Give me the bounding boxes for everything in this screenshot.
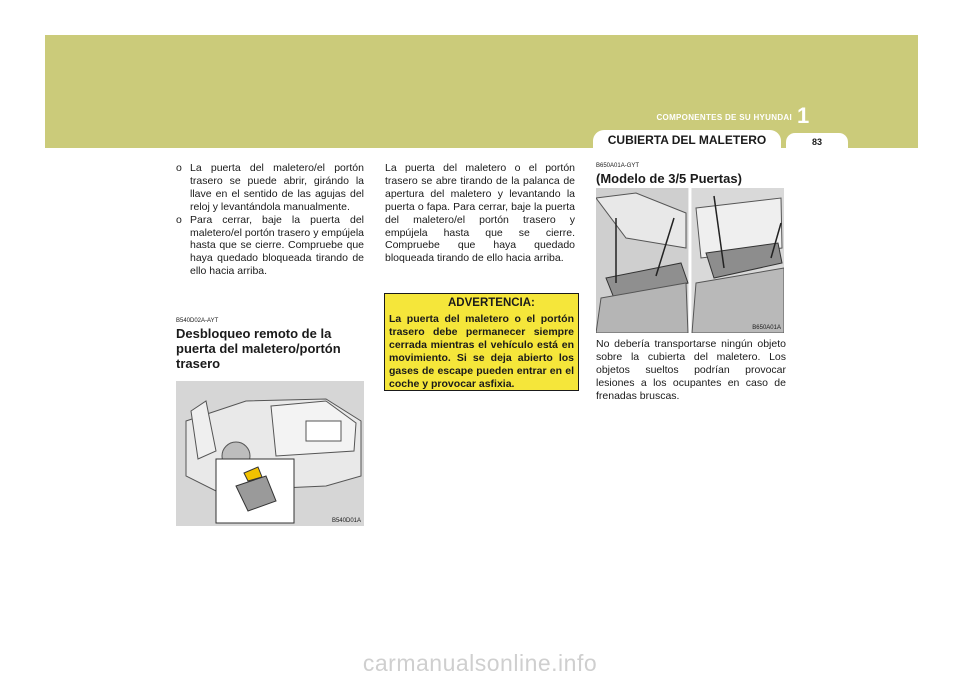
header-band [45,35,918,148]
bullet-item [176,214,364,279]
column-3-body [596,338,786,403]
bullet-item [176,162,364,214]
bullet-mark: o [176,162,182,174]
column-1 [176,162,364,377]
section-code: B650A01A-GYT [596,163,640,169]
chapter-number: 1 [797,103,810,128]
car-trunk-key-icon [176,381,364,526]
body-paragraph: La puerta del maletero o el portón trasero se abre tirando de la palanca de apertura del maletero y levantando la puerta o fapa. Para cerrar, baje la puerta del maletero/el portón trasero y empújela hasta que se cierre. Compruebe que haya quedado bloqueada tirando de ello hacia arriba. [385,162,575,265]
column-2 [385,162,575,265]
figure-code: B540D01A [331,518,361,524]
section-title: CUBIERTA DEL MALETERO [607,133,767,147]
warning-box [384,293,579,391]
watermark: carmanualsonline.info [362,650,598,676]
section-title-tab [593,130,781,152]
trunk-cover-icon [596,188,784,333]
trunk-cover-illustration [596,188,784,333]
section-code: B540D02A-AYT [176,318,219,325]
bullet-mark: o [176,213,182,226]
figure-code: B650A01A [752,325,781,331]
trunk-release-illustration [176,381,364,526]
section-heading: (Modelo de 3/5 Puertas) [596,171,742,186]
column-3 [596,162,786,186]
bullet-text: Para cerrar, baje la puerta del maletero/el portón trasero y empújela hasta que se cierre. Compruebe que haya quedado bloqueada tirando de ello hacia arriba. [190,213,364,278]
bullet-text: La puerta del maletero/el portón trasero se puede abrir, girándo la llave en el sentido de las agujas del reloj y levantándola manualmente. [190,162,364,213]
warning-title: ADVERTENCIA: [448,297,535,309]
page-number: 83 [811,137,822,147]
section-heading: Desbloqueo remoto de la puerta del maletero/portón trasero [176,326,341,372]
body-paragraph: No debería transportarse ningún objeto sobre la cubierta del maletero. Los objetos sueltos podrían provocar lesiones a los ocupantes en caso de frenadas bruscas. [596,338,786,402]
warning-text: La puerta del maletero o el portón trasero debe permanecer siempre cerrada mientras el vehículo está en movimiento. Si se deja abierto los gases de escape pueden entrar en el coche y provocar asfixia. [389,313,574,390]
section-label: COMPONENTES DE SU HYUNDAI [656,113,792,122]
page-number-tab [786,133,848,151]
